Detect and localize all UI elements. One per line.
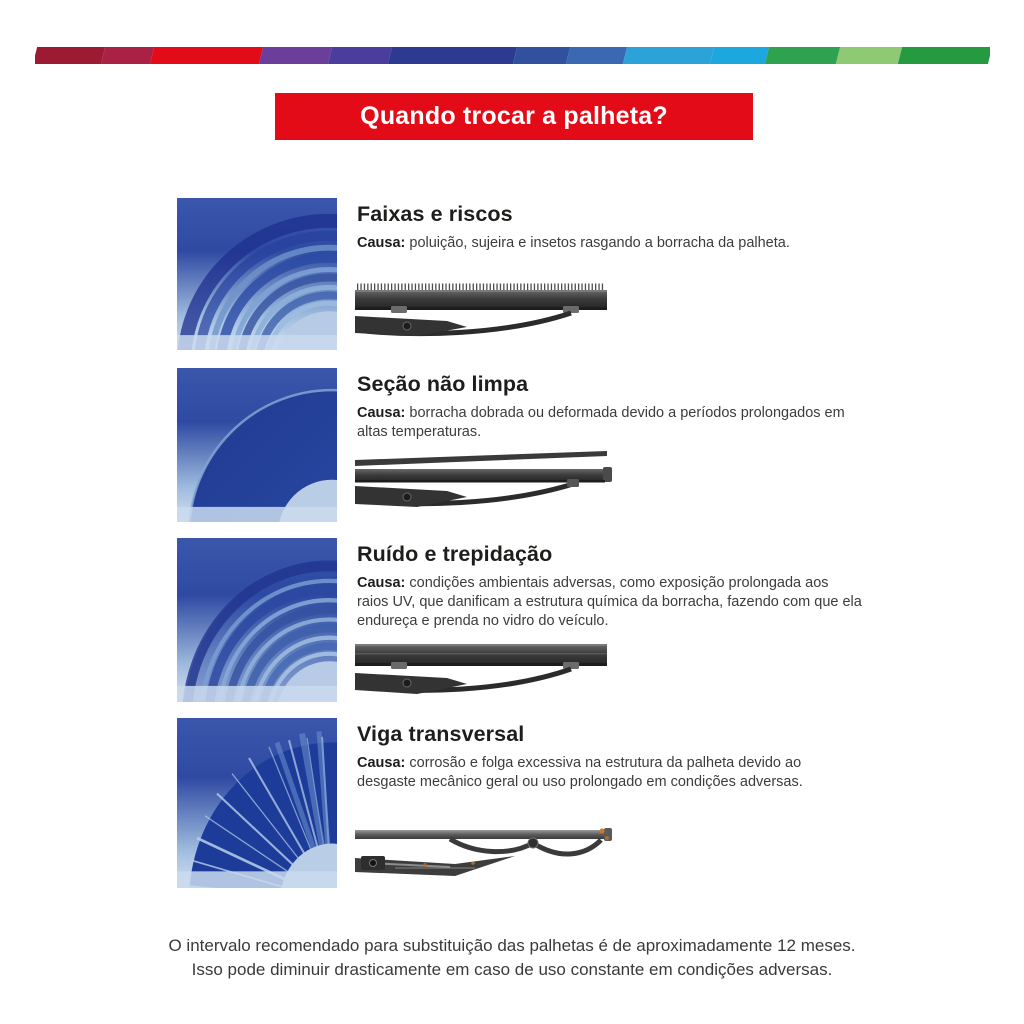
windshield-streaks-image xyxy=(177,198,337,350)
section-secao-nao-limpa xyxy=(0,368,1024,538)
wiper-blade-corroded-frame-image xyxy=(355,818,615,893)
brand-color-segment xyxy=(836,47,902,64)
section-cause xyxy=(357,234,862,253)
brand-color-segment xyxy=(388,47,517,64)
section-text xyxy=(357,542,862,631)
brand-color-segment xyxy=(765,47,840,64)
section-ruido-e-trepidacao xyxy=(0,538,1024,718)
windshield-radial-streaks-image xyxy=(177,718,337,888)
brand-color-segment xyxy=(898,47,990,64)
wiper-blade-hardened-image xyxy=(355,638,615,700)
section-cause xyxy=(357,754,862,792)
windshield-unwiped-section-image xyxy=(177,368,337,522)
brand-color-segment xyxy=(566,47,627,64)
brand-color-segment xyxy=(150,47,263,64)
cause-text: borracha dobrada ou deformada devido a períodos prolongados em altas temperaturas. xyxy=(357,405,845,440)
brand-color-segment xyxy=(328,47,392,64)
section-viga-transversal xyxy=(0,718,1024,898)
section-cause xyxy=(357,574,862,631)
brand-color-segment xyxy=(101,47,154,64)
wiper-blade-frayed-image xyxy=(355,280,615,342)
section-title: Faixas e riscos xyxy=(357,202,513,226)
section-text xyxy=(357,372,862,442)
footer-line-1: O intervalo recomendado para substituição das palhetas é de aproximadamente 12 meses. xyxy=(168,936,856,955)
windshield-chatter-marks-image xyxy=(177,538,337,702)
brand-color-segment xyxy=(35,47,105,64)
cause-text: condições ambientais adversas, como exposição prolongada aos raios UV, que danificam a estrutura química da borracha, fazendo com que ela endureça e prenda no vidro do veículo. xyxy=(357,575,862,629)
brand-color-strip xyxy=(35,47,990,64)
page-title: Quando trocar a palheta? xyxy=(360,102,668,130)
brand-color-segment xyxy=(513,47,570,64)
cause-text: poluição, sujeira e insetos rasgando a borracha da palheta. xyxy=(409,235,790,251)
section-title: Seção não limpa xyxy=(357,372,529,396)
cause-label: Causa: xyxy=(357,235,406,251)
cause-label: Causa: xyxy=(357,405,406,421)
section-cause xyxy=(357,404,862,442)
section-text xyxy=(357,722,862,792)
section-faixas-e-riscos xyxy=(0,198,1024,368)
cause-text: corrosão e folga excessiva na estrutura da palheta devido ao desgaste mecânico geral ou uso prolongado em condições adversas. xyxy=(357,755,803,790)
section-title: Viga transversal xyxy=(357,722,525,746)
cause-label: Causa: xyxy=(357,575,406,591)
brand-color-segment xyxy=(623,47,714,64)
wiper-blade-bent-rubber-image xyxy=(355,450,615,512)
title-banner xyxy=(275,93,753,140)
section-title: Ruído e trepidação xyxy=(357,542,553,566)
section-text xyxy=(357,202,862,253)
cause-label: Causa: xyxy=(357,755,406,771)
footer-line-2: Isso pode diminuir drasticamente em caso de uso constante em condições adversas. xyxy=(191,960,833,979)
brand-color-segment xyxy=(259,47,332,64)
footer-note xyxy=(0,934,1024,982)
brand-color-segment xyxy=(710,47,769,64)
